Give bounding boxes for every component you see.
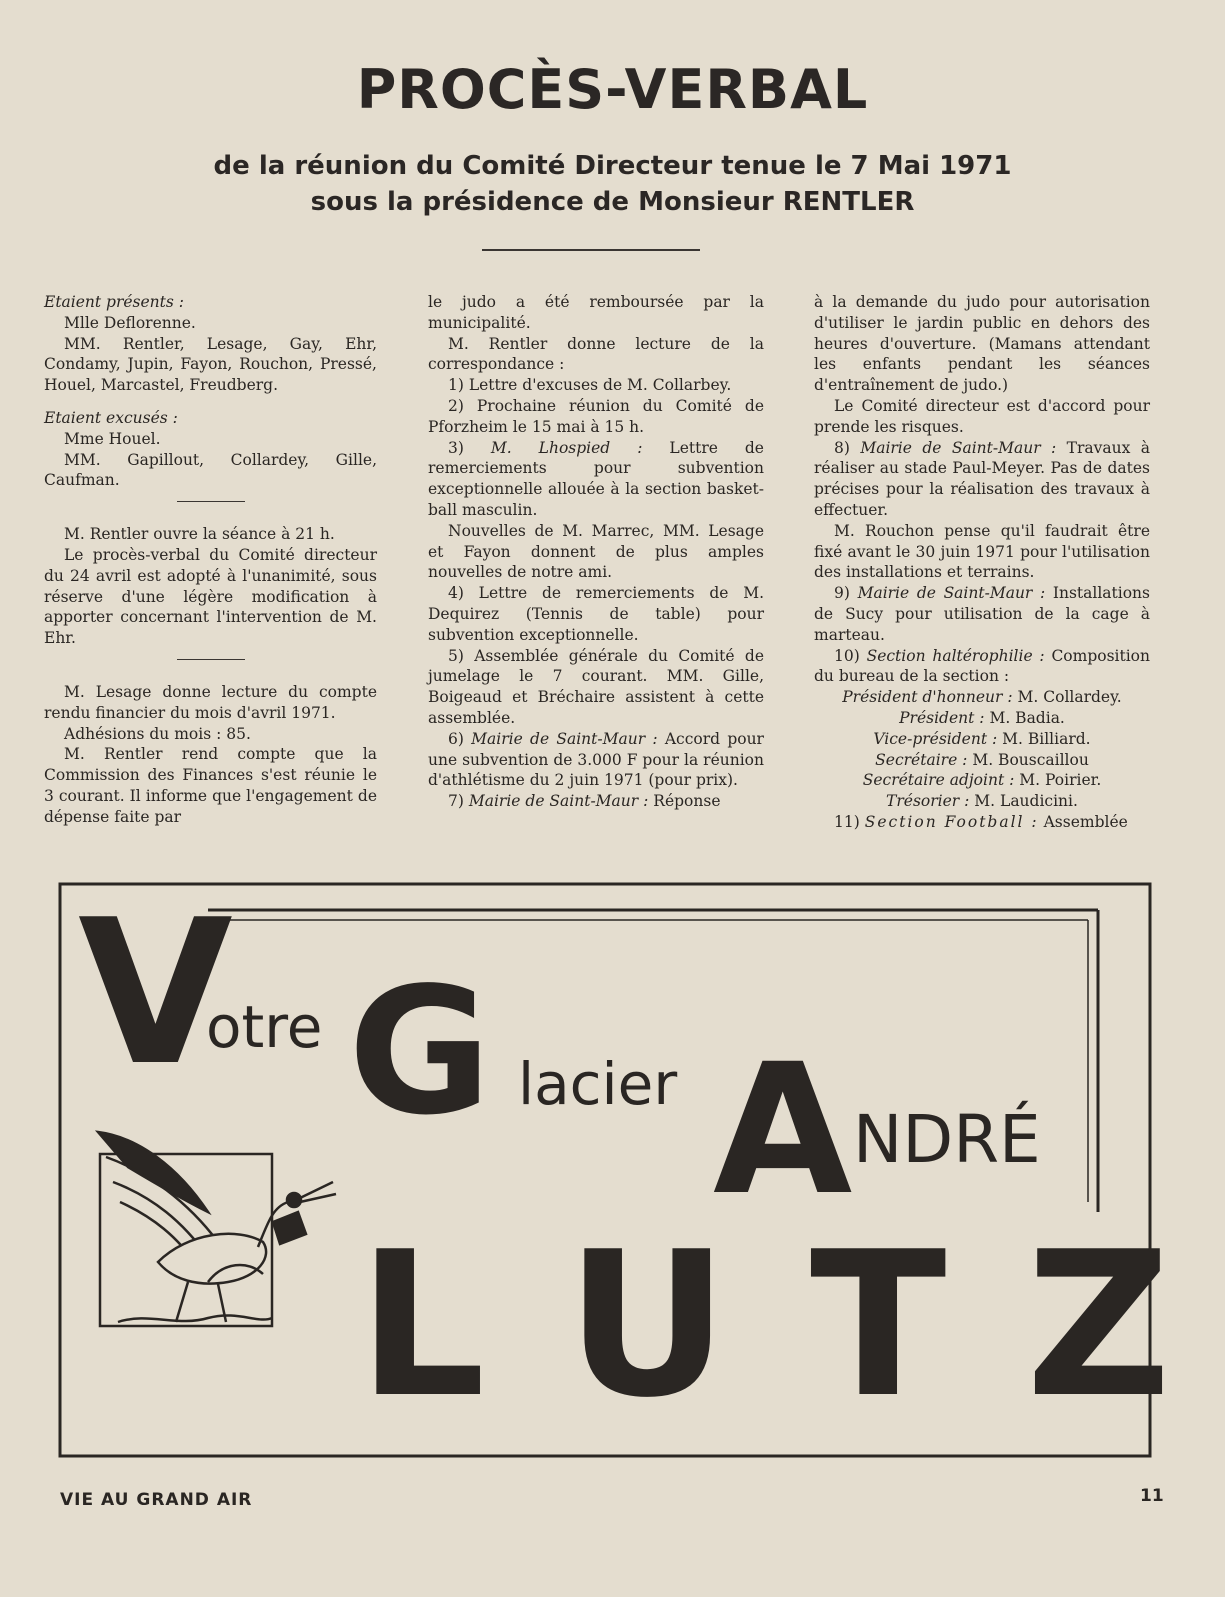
bureau-president-honneur: Président d'honneur : M. Collardey.	[842, 688, 1122, 707]
item-9: 9) Mairie de Saint-Maur : Installations de Sucy pour utilisation de la cage à marteau.	[814, 584, 1150, 644]
publication-name: VIE AU GRAND AIR	[60, 1490, 253, 1510]
presents-label: Etaient présents :	[44, 293, 184, 311]
excuses-label: Etaient excusés :	[44, 408, 178, 427]
item-2: 2) Prochaine réunion du Comité de Pforzheim le 15 mai à 15 h.	[428, 396, 764, 436]
page-title: PROCÈS-VERBAL	[356, 58, 869, 121]
presents-list-1: Mlle Deflorenne.	[64, 313, 196, 332]
paragraph-nouvelles: Nouvelles de M. Marrec, MM. Lesage et Fayon donnent de plus amples nouvelles de notre ami.	[428, 521, 764, 582]
excuses-list-2: MM. Gapillout, Collardey, Gille, Caufman.	[44, 450, 377, 490]
ad-letter-g: G	[348, 951, 492, 1154]
item-10: 10) Section haltérophilie : Composition du bureau de la section :	[814, 646, 1150, 686]
paragraph-correspondance: M. Rentler donne lecture de la correspondance :	[428, 334, 764, 374]
ad-word-ndre: NDRÉ	[853, 1101, 1041, 1178]
paragraph-accord: Le Comité directeur est d'accord pour prende les risques.	[814, 396, 1150, 436]
ad-letter-l: L	[358, 1209, 486, 1442]
column-3	[814, 292, 1150, 833]
ad-letter-z: Z	[1026, 1209, 1172, 1442]
item-3: 3) M. Lhospied : Lettre de remerciements pour subvention exceptionnelle allouée à la section basket-ball masculin.	[428, 438, 764, 519]
bureau-president: Président : M. Badia.	[899, 708, 1065, 727]
ad-word-lacier: lacier	[518, 1050, 678, 1118]
item-4: 4) Lettre de remerciements de M. Dequirez (Tennis de table) pour subvention exceptionnelle.	[428, 584, 764, 644]
paragraph-proces-verbal: Le procès-verbal du Comité directeur du 24 avril est adopté à l'unanimité, sous réserve d'une légère modification à apporter concernant l'intervention de M. Ehr.	[44, 545, 377, 648]
ad-letter-v: V	[78, 877, 233, 1110]
subtitle-line-1: de la réunion du Comité Directeur tenue le 7 Mai 1971	[213, 151, 1012, 181]
presents-list-2: MM. Rentler, Lesage, Gay, Ehr, Condamy, Jupin, Fayon, Rouchon, Pressé, Houel, Marcastel, Freudberg.	[44, 334, 377, 395]
column-2	[428, 292, 764, 812]
stork-icon	[98, 1132, 336, 1326]
ad-letter-u: U	[566, 1209, 729, 1442]
item-7-continued: à la demande du judo pour autorisation d'utiliser le jardin public en dehors des heures d'ouverture. (Mamans attendant les enfants pendant les séances d'entraînement de judo.)	[814, 293, 1150, 395]
ad-letter-a: A	[713, 1026, 853, 1235]
item-5: 5) Assemblée générale du Comité de jumelage le 7 courant. MM. Gille, Boigeaud et Bréchaire assistent à cette assemblée.	[428, 646, 764, 727]
column-1	[44, 292, 377, 828]
item-11: 11) Section Football : Assemblée	[834, 812, 1128, 831]
bureau-vice-president: Vice-président : M. Billiard.	[873, 729, 1091, 748]
page-number: 11	[1140, 1486, 1164, 1506]
item-6: 6) Mairie de Saint-Maur : Accord pour une subvention de 3.000 F pour la réunion d'athlétisme du 2 juin 1971 (pour prix).	[428, 729, 764, 790]
ad-letter-t: T	[810, 1209, 947, 1442]
paragraph-judo: le judo a été remboursée par la municipalité.	[428, 293, 764, 332]
item-7: 7) Mairie de Saint-Maur : Réponse	[448, 792, 721, 811]
bureau-tresorier: Trésorier : M. Laudicini.	[886, 792, 1078, 811]
item-8: 8) Mairie de Saint-Maur : Travaux à réaliser au stade Paul-Meyer. Pas de dates précises pour la réalisation des travaux à effectuer.	[814, 438, 1150, 519]
title-divider	[482, 249, 700, 251]
excuses-list-1: Mme Houel.	[64, 429, 161, 448]
paragraph-ouverture: M. Rentler ouvre la séance à 21 h.	[64, 525, 335, 544]
paragraph-rouchon: M. Rouchon pense qu'il faudrait être fixé avant le 30 juin 1971 pour l'utilisation des installations et terrains.	[814, 521, 1150, 582]
subtitle-line-2: sous la présidence de Monsieur RENTLER	[310, 187, 915, 217]
section-divider	[177, 659, 245, 660]
section-divider	[177, 501, 245, 502]
bureau-secretaire-adjoint: Secrétaire adjoint : M. Poirier.	[862, 771, 1102, 790]
paragraph-commission-finances: M. Rentler rend compte que la Commission des Finances s'est réunie le 3 courant. Il informe que l'engagement de dépense faite par	[44, 745, 377, 826]
item-1: 1) Lettre d'excuses de M. Collarbey.	[448, 376, 732, 395]
advertisement-glacier-lutz	[58, 877, 1172, 1458]
bureau-secretaire: Secrétaire : M. Bouscaillou	[875, 750, 1089, 769]
ad-word-otre: otre	[206, 993, 323, 1061]
paragraph-compte-rendu: M. Lesage donne lecture du compte rendu financier du mois d'avril 1971.	[44, 682, 377, 722]
paragraph-adhesions: Adhésions du mois : 85.	[64, 724, 251, 743]
